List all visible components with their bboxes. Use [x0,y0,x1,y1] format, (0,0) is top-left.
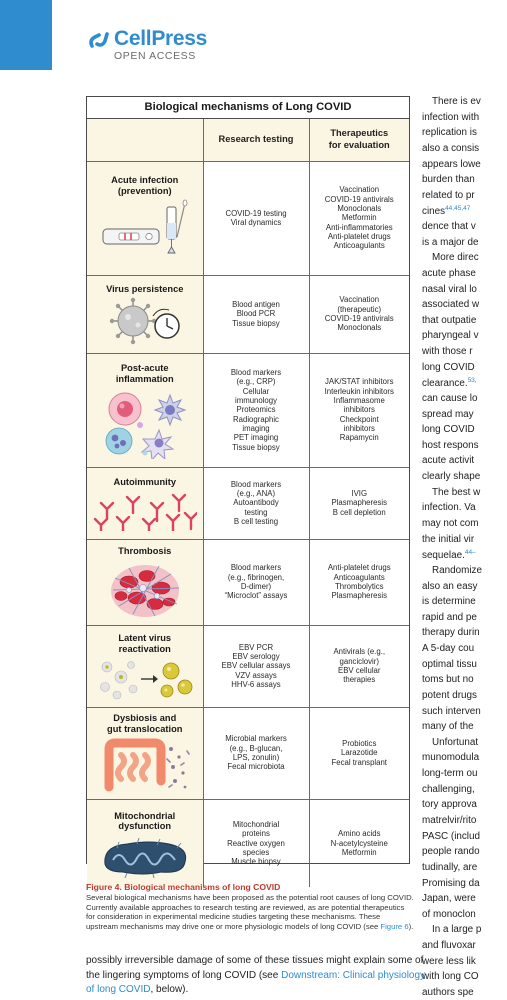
right-column-text [422,0,507,1000]
text-line-content: were less lik [422,955,476,967]
text-line-content: infection. Va [422,502,476,514]
figure-6-link[interactable]: Figure 6 [380,921,409,931]
mechanism-name: Post-acute inflammation [115,363,174,384]
text-line [422,144,479,154]
text-line-content: matrelvir/rito [422,814,477,826]
text-line-content: and fluvoxar [422,940,476,952]
text-line [422,191,475,201]
text-line-content: burden than [422,174,475,186]
text-line [422,707,481,717]
text-line [422,816,476,826]
text-line-content: people rando [422,846,480,858]
immune-cells-icon [95,387,195,459]
figure-4 [86,96,410,867]
mechanism-cell [87,353,203,467]
research-testing-cell: Blood antigen Blood PCR Tissue biopsy [203,275,309,353]
text-line [422,941,476,951]
caption-title: Figure 4. Biological mechanisms of long COVID [86,882,281,892]
antibodies-icon [93,489,197,531]
text-line [422,456,474,466]
text-line [422,441,479,451]
text-line [422,597,476,607]
text-line-content: PASC (includ [422,830,480,842]
text-line-content: cines [422,206,446,218]
text-line-content: dence that v [422,221,476,233]
text-line-content: may not com [422,518,479,529]
blood-clot-icon [99,558,191,620]
text-line [422,722,474,732]
text-line-content: spread may [422,408,474,420]
text-line [422,972,479,982]
body-text: possibly irreversible damage of some of these tissues might explain some of the lingering symptoms of long COVID (see [86,955,424,981]
therapeutics-cell: JAK/STAT inhibitors Interleukin inhibitors Inflammasome inhibitors Checkpoint inhibitors Rapamycin [309,353,409,467]
text-line-content: Japan, were [422,893,476,905]
text-line [422,113,479,123]
text-line-content: Randomize [432,564,482,576]
text-line-content: therapy durin [422,627,480,639]
table-row [87,467,409,539]
text-line [422,378,477,389]
latent-virus-icon [95,657,195,701]
text-line [422,691,477,701]
text-line-content: is a major de [422,236,479,248]
therapeutics-cell: Amino acids N-acetylcysteine Metformin [309,799,409,887]
text-line-content: infection with [422,111,480,123]
table-row [87,539,409,625]
text-line-content: challenging, [422,783,475,795]
mechanism-name: Virus persistence [106,283,184,294]
journal-color-bar [0,0,52,70]
downstream-section-link[interactable]: Downstream: Clinical physiology of long COVID [86,969,426,995]
text-line-content: such interven [422,705,481,717]
mechanism-name: Mitochondrial dysfunction [114,810,176,832]
text-line-content: is determine [422,596,476,608]
mechanism-cell [87,799,203,887]
text-line [432,566,482,576]
text-line [422,128,477,138]
text-line [422,863,477,873]
mechanism-name: Latent virus reactivation [118,633,172,654]
text-line-content: tudinally, are [422,861,478,873]
research-testing-cell: Mitochondrial proteins Reactive oxygen species Muscle biopsy [203,799,309,887]
therapeutics-cell: Antivirals (e.g., ganciclovir) EBV cellular therapies [309,625,409,707]
text-line [432,488,480,498]
text-line [422,519,479,529]
text-line-content: munomodula [422,752,480,764]
research-testing-cell: COVID-19 testing Viral dynamics [203,161,309,275]
text-line [422,425,475,435]
research-testing-cell: EBV PCR EBV serology EBV cellular assays VZV assays HHV-6 assays [203,625,309,707]
text-line [422,785,475,795]
text-line-content: tory approva [422,799,477,811]
text-line-content: the initial vir [422,533,475,545]
open-access-label: OPEN ACCESS [114,50,196,62]
virus-clock-icon [97,296,193,346]
text-line-content: nasal viral lo [422,283,477,295]
caption-text-end: ). [408,921,414,931]
mechanism-cell [87,275,203,353]
text-line-content: A 5-day cou [422,643,475,655]
intestine-icon [97,737,193,795]
text-line-content: authors spe [422,986,474,998]
text-line-content: There is ev [432,96,481,107]
text-line [422,550,476,561]
text-line [422,300,479,310]
text-line [422,238,479,248]
table-row [87,799,409,887]
mechanisms-table [87,119,409,887]
text-line [422,582,477,592]
rapid-test-swab-icon [97,199,193,263]
cellpress-logo-icon [88,29,110,51]
table-row [87,707,409,799]
brand-name: CellPress [114,27,208,50]
therapeutics-cell: IVIG Plasmapheresis B cell depletion [309,467,409,539]
text-line [432,925,481,935]
text-line [422,410,474,420]
text-line [422,394,477,404]
table-row [87,353,409,467]
text-line [422,660,477,670]
figure-caption [86,882,414,932]
text-line [422,613,477,623]
text-line-content: long COVID [422,361,475,373]
mechanism-cell [87,707,203,799]
text-line-content: host respons [422,439,479,451]
text-line [422,832,480,842]
text-line [422,347,473,357]
column-header-research-testing: Research testing [203,119,309,161]
text-line [422,269,476,279]
research-testing-cell: Blood markers (e.g., ANA) Autoantibody testing B cell testing [203,467,309,539]
text-line-content: sequelae. [422,550,465,562]
text-line-content: replication is [422,127,477,139]
research-testing-cell: Microbial markers (e.g., B-glucan, LPS, zonulin) Fecal microbiota [203,707,309,799]
text-line [422,894,476,904]
text-line-content: also an easy [422,580,478,592]
text-line-content: that outpatie [422,314,477,326]
corner-cell [87,119,203,161]
text-line [422,363,475,373]
text-line [422,957,476,967]
therapeutics-cell: Vaccination (therapeutic) COVID-19 antivirals Monoclonals [309,275,409,353]
caption-text: Several biological mechanisms have been proposed as the potential root causes of long COVID. Currently available approaches to research testing are reviewed, as are potential therapeutics for consideration in experimental medicine studies targeting these mechanisms. These upstream mechanisms may drive one or more physiologic models of long COVID (see [86,893,414,931]
text-line [422,175,475,185]
text-line-content: optimal tissu [422,658,477,670]
text-line-content: pharyngeal v [422,330,479,342]
text-line-content: associated w [422,299,480,311]
text-line [422,160,481,170]
text-line [422,316,476,326]
research-testing-cell: Blood markers (e.g., CRP) Cellular immunology Proteomics Radiographic imaging PET imaging Tissue biopsy [203,353,309,467]
cellpress-logo[interactable] [88,28,207,62]
text-line-content: also a consis [422,142,480,154]
mechanism-cell [87,539,203,625]
text-line-content: potent drugs [422,689,477,701]
text-line [432,738,478,748]
therapeutics-cell: Vaccination COVID-19 antivirals Monoclonals Metformin Anti-inflammatories Anti-platelet drugs Anticoagulants [309,161,409,275]
text-line [422,847,480,857]
text-line-content: acute phase [422,267,476,279]
text-line [422,331,479,341]
text-line-content: long-term ou [422,768,478,780]
text-line [422,988,474,998]
mechanism-name: Autoimmunity [113,476,176,487]
text-line-content: clearly shape [422,471,481,483]
text-line [422,769,477,779]
body-paragraph [86,954,426,998]
text-line-content: Unfortunat [432,736,479,748]
text-line-content: long COVID [422,424,475,436]
text-line [432,97,481,107]
text-line [422,910,476,920]
text-line [422,285,477,295]
mechanism-cell [87,161,203,275]
body-text-end: , below). [150,984,189,995]
mechanism-name: Dysbiosis and gut translocation [107,713,183,734]
mechanism-cell [87,625,203,707]
text-line [422,535,474,545]
text-line-content: with long CO [422,971,479,983]
table-header-row [87,119,409,161]
text-line [422,753,479,763]
text-line [422,879,480,889]
text-line [422,800,477,810]
text-line [422,472,480,482]
table-row [87,161,409,275]
caption-body [86,893,414,931]
text-line [422,503,476,513]
text-line-content: of monoclon [422,908,476,920]
text-line-content: More direc [432,252,479,264]
figure-title: Biological mechanisms of Long COVID [87,97,409,119]
text-line [422,675,474,685]
mechanism-name: Acute infection (prevention) [111,175,179,196]
text-line-content: Promising da [422,877,480,889]
mechanism-name: Thrombosis [118,545,172,556]
text-line-content: with those r [422,346,473,358]
column-header-therapeutics: Therapeutics for evaluation [309,119,409,161]
citation-link[interactable]: 44– [464,549,476,557]
text-line-content: related to pr [422,189,475,201]
text-line-content: clearance. [422,378,468,390]
therapeutics-cell: Anti-platelet drugs Anticoagulants Thrombolytics Plasmapheresis [309,539,409,625]
text-line-content: can cause lo [422,392,478,404]
therapeutics-cell: Probiotics Larazotide Fecal transplant [309,707,409,799]
text-line-content: appears lowe [422,158,481,170]
mechanism-cell [87,467,203,539]
table-row [87,625,409,707]
text-line-content: toms but no [422,674,474,686]
citation-link[interactable]: 44,45,47 [445,205,471,213]
mitochondrion-icon [97,834,193,878]
text-line-content: The best w [432,486,481,498]
text-line [422,222,476,232]
research-testing-cell: Blood markers (e.g., fibrinogen, D-dimer) “Microclot” assays [203,539,309,625]
text-line-content: acute activit [422,455,475,467]
text-line [422,206,470,217]
text-line [432,253,479,263]
table-row [87,275,409,353]
text-line-content: In a large p [432,924,482,936]
text-line [422,644,474,654]
citation-link[interactable]: 53, [467,377,477,385]
text-line [422,628,480,638]
text-line-content: many of the [422,721,474,733]
text-line-content: rapid and pe [422,611,477,623]
